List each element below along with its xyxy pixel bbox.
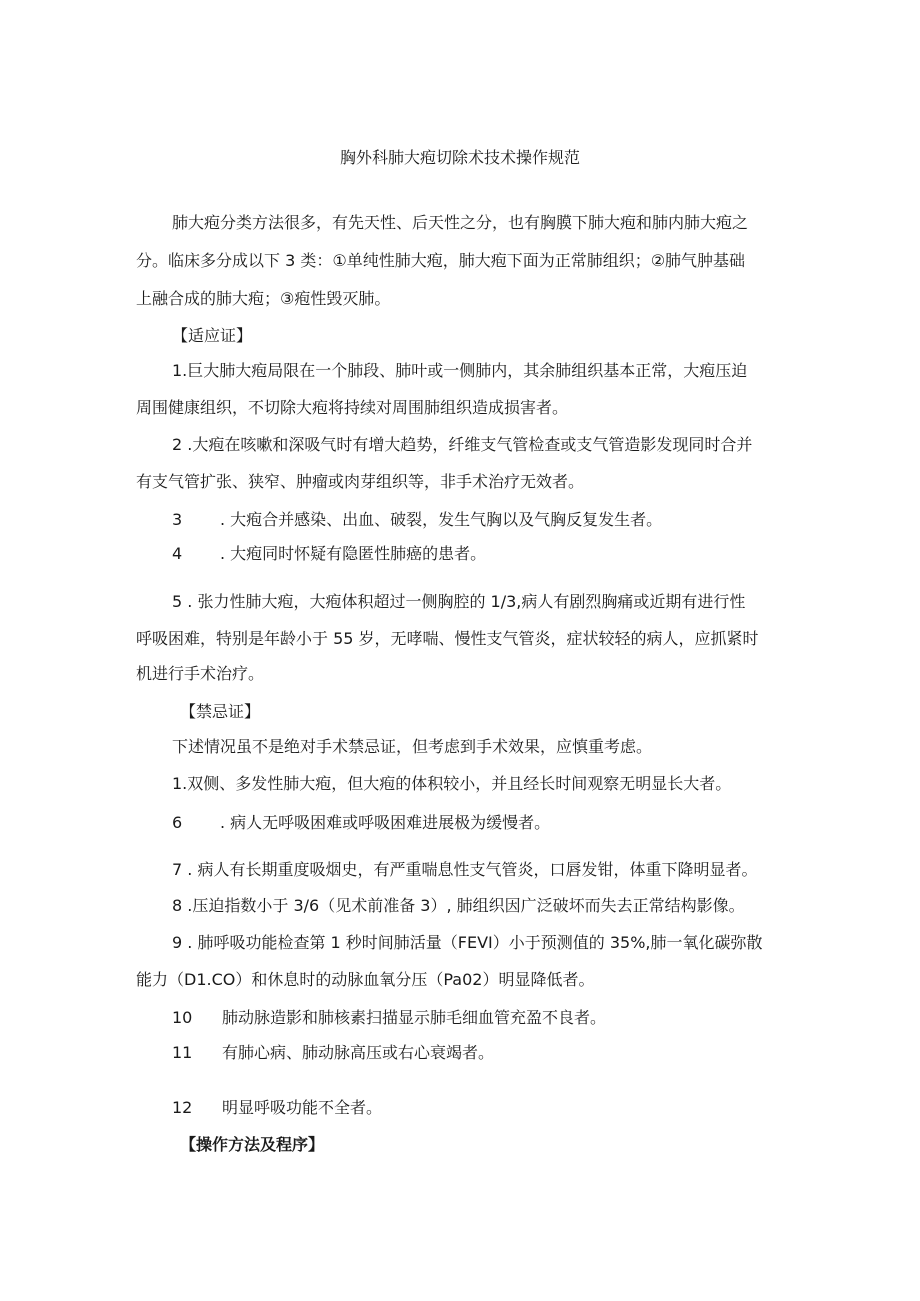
contraindication-11-number: 11 [172, 1043, 193, 1062]
contraindication-6-text: . 病人无呼吸困难或呼吸困难进展极为缓慢者。 [220, 813, 551, 832]
contraindication-12-text: 明显呼吸功能不全者。 [222, 1098, 383, 1117]
procedure-heading: 【操作方法及程序】 [180, 1135, 325, 1154]
indication-1-line-1: 1.巨大肺大疱局限在一个肺段、肺叶或一侧肺内，其余肺组织基本正常，大疱压迫 [172, 361, 748, 380]
contraindication-10-text: 肺动脉造影和肺核素扫描显示肺毛细血管充盈不良者。 [222, 1008, 607, 1027]
indication-5-line-2: 呼吸困难，特别是年龄小于 55 岁，无哮喘、慢性支气管炎，症状较轻的病人，应抓紧时 [136, 629, 759, 648]
contraindication-8: 8 .压迫指数小于 3/6（见术前准备 3）, 肺组织因广泛破坏而失去正常结构影像。 [172, 896, 745, 915]
contraindication-10-number: 10 [172, 1008, 193, 1027]
contraindication-9-line-1: 9 . 肺呼吸功能检查第 1 秒时间肺活量（FEVI）小于预测值的 35%,肺一氧化碳弥散 [172, 933, 763, 952]
contraindication-7: 7 . 病人有长期重度吸烟史，有严重喘息性支气管炎，口唇发钳，体重下降明显者。 [172, 860, 758, 879]
indication-2-line-1: 2 .大疱在咳嗽和深吸气时有增大趋势，纤维支气管检查或支气管造影发现同时合并 [172, 435, 753, 454]
contraindication-1: 1.双侧、多发性肺大疱，但大疱的体积较小，并且经长时间观察无明显长大者。 [172, 774, 732, 793]
contraindication-6-number: 6 [172, 813, 183, 832]
document-title: 胸外科肺大疱切除术技术操作规范 [339, 148, 580, 167]
indication-1-line-2: 周围健康组织，不切除大疱将持续对周围肺组织造成损害者。 [136, 398, 569, 417]
intro-line-1: 肺大疱分类方法很多，有先天性、后天性之分，也有胸膜下肺大疱和肺内肺大疱之 [172, 213, 749, 232]
indication-5-line-3: 机进行手术治疗。 [136, 664, 265, 683]
indication-3-text: . 大疱合并感染、出血、破裂，发生气胸以及气胸反复发生者。 [220, 510, 663, 529]
indication-2-line-2: 有支气管扩张、狭窄、肿瘤或肉芽组织等，非手术治疗无效者。 [136, 472, 585, 491]
indication-3-number: 3 [172, 510, 183, 529]
intro-line-2: 分。临床多分成以下 3 类：①单纯性肺大疱，肺大疱下面为正常肺组织；②肺气肿基础 [136, 251, 746, 270]
indication-5-line-1: 5 . 张力性肺大疱，大疱体积超过一侧胸腔的 1/3,病人有剧烈胸痛或近期有进行性 [172, 592, 746, 611]
contraindication-11-text: 有肺心病、肺动脉高压或右心衰竭者。 [222, 1043, 495, 1062]
contraindications-intro: 下述情况虽不是绝对手术禁忌证，但考虑到手术效果，应慎重考虑。 [172, 737, 653, 756]
contraindication-12-number: 12 [172, 1098, 193, 1117]
indications-heading: 【适应证】 [172, 326, 253, 345]
contraindications-heading: 【禁忌证】 [180, 702, 261, 721]
intro-line-3: 上融合成的肺大疱；③疱性毁灭肺。 [136, 289, 391, 308]
indication-4-number: 4 [172, 544, 183, 563]
indication-4-text: . 大疱同时怀疑有隐匿性肺癌的患者。 [220, 544, 487, 563]
contraindication-9-line-2: 能力（D1.CO）和休息时的动脉血氧分压（Pa02）明显降低者。 [136, 970, 595, 989]
